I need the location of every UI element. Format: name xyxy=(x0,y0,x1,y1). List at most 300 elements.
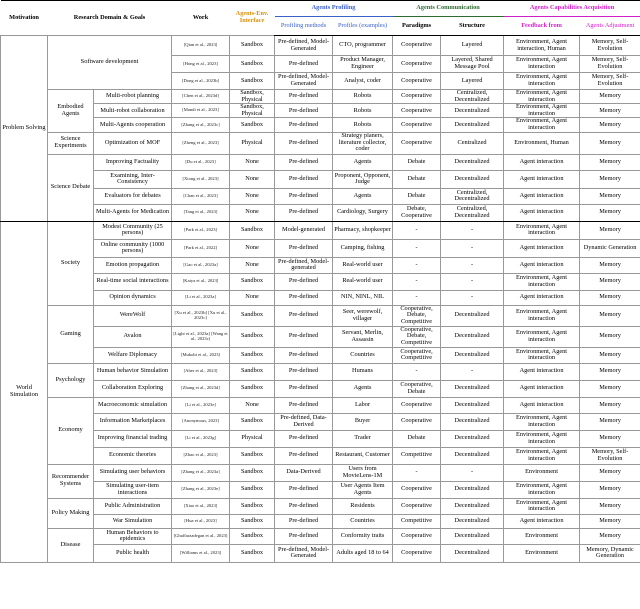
feedback-cell: Agent interaction xyxy=(504,397,580,413)
profiling-methods-cell: Pre-defined, Model-Generated xyxy=(275,36,333,56)
header-profiling: Agents Profiling xyxy=(275,1,393,17)
structure-cell: - xyxy=(441,290,504,305)
goal-cell: Improving Factuality xyxy=(94,154,172,170)
paradigm-cell: Cooperative xyxy=(393,118,441,132)
goal-cell: Improving financial trading xyxy=(94,430,172,447)
feedback-cell: Environment, Human xyxy=(504,132,580,154)
feedback-cell: Agent interaction xyxy=(504,380,580,397)
profiles-cell: Humans xyxy=(333,363,393,380)
interface-cell: Sandbox xyxy=(230,413,275,430)
paradigm-cell: - xyxy=(393,464,441,481)
structure-cell: Centralized, Decentralized xyxy=(441,188,504,204)
goal-cell: Modest Community (25 persons) xyxy=(94,221,172,239)
work-cell: [Dong et al., 2023b] xyxy=(172,73,230,90)
goal-cell: Public health xyxy=(94,544,172,562)
interface-cell: Sandbox, Physical xyxy=(230,104,275,118)
profiling-methods-cell: Pre-defined xyxy=(275,347,333,363)
interface-cell: Sandbox xyxy=(230,363,275,380)
header-profiles: Profiles (examples) xyxy=(333,17,393,36)
structure-cell: Centralized, Decentralized xyxy=(441,90,504,104)
profiles-cell: Conformity traits xyxy=(333,528,393,544)
feedback-cell: Environment, Agent interaction xyxy=(504,56,580,73)
profiling-methods-cell: Data-Derived xyxy=(275,464,333,481)
paradigm-cell: Cooperative xyxy=(393,132,441,154)
paradigm-cell: Cooperative, Debate, Competitive xyxy=(393,326,441,347)
profiles-cell: Restaurant, Customer xyxy=(333,447,393,464)
profiles-cell: Real-world user xyxy=(333,273,393,290)
paradigm-cell: - xyxy=(393,257,441,273)
profiles-cell: User Agents Item Agents xyxy=(333,481,393,498)
table-row xyxy=(1,447,640,464)
interface-cell: Sandbox xyxy=(230,273,275,290)
profiling-methods-cell: Pre-defined xyxy=(275,56,333,73)
header-interface: Agents-Env. Interface xyxy=(230,1,275,36)
table-row xyxy=(1,380,640,397)
header-profiling-methods: Profiling methods xyxy=(275,17,333,36)
structure-cell: Decentralized xyxy=(441,447,504,464)
header-motivation: Motivation xyxy=(1,1,48,36)
feedback-cell: Environment, Agent interaction xyxy=(504,498,580,514)
adjustment-cell: Memory xyxy=(580,481,640,498)
goal-cell: Multi-Agents for Medication xyxy=(94,204,172,221)
profiling-methods-cell: Pre-defined xyxy=(275,239,333,257)
goal-cell: Online community (1000 persons) xyxy=(94,239,172,257)
interface-cell: Sandbox xyxy=(230,36,275,56)
table-row xyxy=(1,326,640,347)
work-cell: [Zheng et al., 2023] xyxy=(172,132,230,154)
profiles-cell: Users from MovieLens-1M xyxy=(333,464,393,481)
adjustment-cell: Memory xyxy=(580,528,640,544)
goal-cell: Collaboration Exploring xyxy=(94,380,172,397)
profiles-cell: Pharmacy, shopkeeper xyxy=(333,221,393,239)
profiling-methods-cell: Pre-defined xyxy=(275,430,333,447)
goal-cell: Macroeconomic simulation xyxy=(94,397,172,413)
profiles-cell: Strategy planers, literature collector, coder xyxy=(333,132,393,154)
paradigm-cell: Cooperative xyxy=(393,528,441,544)
feedback-cell: Environment, Agent interaction xyxy=(504,347,580,363)
paradigm-cell: Debate xyxy=(393,170,441,188)
structure-cell: Decentralized xyxy=(441,544,504,562)
domain-cell: Policy Making xyxy=(48,498,94,528)
work-cell: [Park et al., 2023] xyxy=(172,221,230,239)
profiling-methods-cell: Pre-defined xyxy=(275,170,333,188)
table-row xyxy=(1,90,640,104)
table-row xyxy=(1,498,640,514)
work-cell: [Du et al., 2023] xyxy=(172,154,230,170)
profiling-methods-cell: Pre-defined, Model-Generated xyxy=(275,544,333,562)
paradigm-cell: - xyxy=(393,221,441,239)
adjustment-cell: Memory, Self-Evolution xyxy=(580,73,640,90)
interface-cell: Sandbox, Physical xyxy=(230,90,275,104)
profiles-cell: Cardiology, Surgery xyxy=(333,204,393,221)
interface-cell: Physical xyxy=(230,132,275,154)
adjustment-cell: Memory xyxy=(580,204,640,221)
table-row xyxy=(1,481,640,498)
work-cell: [Li et al., 2023g] xyxy=(172,430,230,447)
feedback-cell: Environment, Agent interaction xyxy=(504,73,580,90)
adjustment-cell: Memory xyxy=(580,363,640,380)
feedback-cell: Environment, Agent interaction xyxy=(504,104,580,118)
profiles-cell: Seer, werewolf, villager xyxy=(333,305,393,326)
structure-cell: Centralized xyxy=(441,132,504,154)
structure-cell: Decentralized xyxy=(441,305,504,326)
structure-cell: - xyxy=(441,257,504,273)
paradigm-cell: Debate xyxy=(393,154,441,170)
goal-cell: WereWolf xyxy=(94,305,172,326)
goal-cell: Optimization of MOF xyxy=(94,132,172,154)
work-cell: [Chan et al., 2023] xyxy=(172,188,230,204)
profiling-methods-cell: Pre-defined xyxy=(275,132,333,154)
goal-cell: Avalon xyxy=(94,326,172,347)
interface-cell: None xyxy=(230,154,275,170)
profiling-methods-cell: Pre-defined xyxy=(275,363,333,380)
feedback-cell: Environment, Agent interaction xyxy=(504,118,580,132)
adjustment-cell: Memory xyxy=(580,221,640,239)
paradigm-cell: Debate xyxy=(393,430,441,447)
work-cell: [Zhang et al., 2023c] xyxy=(172,118,230,132)
interface-cell: Physical xyxy=(230,430,275,447)
structure-cell: - xyxy=(441,273,504,290)
work-cell: [Li et al., 2023e] xyxy=(172,397,230,413)
domain-cell: Society xyxy=(48,221,94,305)
domain-cell: Embodied Agents xyxy=(48,90,94,133)
table-row xyxy=(1,464,640,481)
paradigm-cell: Debate, Cooperative xyxy=(393,204,441,221)
adjustment-cell: Memory xyxy=(580,273,640,290)
adjustment-cell: Memory xyxy=(580,188,640,204)
structure-cell: - xyxy=(441,464,504,481)
table-row xyxy=(1,36,640,56)
table-row xyxy=(1,118,640,132)
work-cell: [Mukobi et al., 2023] xyxy=(172,347,230,363)
structure-cell: Centralized, Decentralized xyxy=(441,204,504,221)
domain-cell: Disease xyxy=(48,528,94,562)
structure-cell: - xyxy=(441,239,504,257)
adjustment-cell: Memory xyxy=(580,257,640,273)
structure-cell: Decentralized xyxy=(441,481,504,498)
profiling-methods-cell: Pre-defined xyxy=(275,447,333,464)
profiles-cell: Countries xyxy=(333,514,393,528)
paradigm-cell: Cooperative xyxy=(393,73,441,90)
feedback-cell: Environment, Agent interaction xyxy=(504,413,580,430)
feedback-cell: Environment, Agent interaction xyxy=(504,221,580,239)
table-row xyxy=(1,430,640,447)
goal-cell: Simulating user behaviors xyxy=(94,464,172,481)
interface-cell: Sandbox xyxy=(230,221,275,239)
adjustment-cell: Memory xyxy=(580,104,640,118)
goal-cell: Emotion propagation xyxy=(94,257,172,273)
table-row xyxy=(1,104,640,118)
adjustment-cell: Memory xyxy=(580,90,640,104)
profiling-methods-cell: Pre-defined xyxy=(275,514,333,528)
work-cell: [Tang et al., 2023] xyxy=(172,204,230,221)
profiling-methods-cell: Pre-defined xyxy=(275,380,333,397)
adjustment-cell: Memory xyxy=(580,514,640,528)
structure-cell: Decentralized xyxy=(441,154,504,170)
adjustment-cell: Memory xyxy=(580,170,640,188)
feedback-cell: Environment, Agent interaction xyxy=(504,273,580,290)
profiles-cell: Labor xyxy=(333,397,393,413)
work-cell: [Park et al., 2022] xyxy=(172,239,230,257)
work-cell: [Williams et al., 2023] xyxy=(172,544,230,562)
table-row xyxy=(1,154,640,170)
interface-cell: None xyxy=(230,397,275,413)
work-cell: [Zhang et al., 2023d] xyxy=(172,380,230,397)
adjustment-cell: Memory xyxy=(580,397,640,413)
feedback-cell: Environment, Agent interaction, Human xyxy=(504,36,580,56)
work-cell: [Ghaffarzadegan et al., 2023] xyxy=(172,528,230,544)
interface-cell: None xyxy=(230,239,275,257)
feedback-cell: Environment, Agent interaction xyxy=(504,447,580,464)
profiles-cell: Real-world user xyxy=(333,257,393,273)
domain-cell: Economy xyxy=(48,397,94,464)
adjustment-cell: Memory xyxy=(580,430,640,447)
table-row xyxy=(1,239,640,257)
paradigm-cell: - xyxy=(393,273,441,290)
adjustment-cell: Memory, Self-Evolution xyxy=(580,36,640,56)
table-row xyxy=(1,221,640,239)
header-feedback: Feedback from xyxy=(504,17,580,36)
interface-cell: Sandbox xyxy=(230,544,275,562)
profiles-cell: Agents xyxy=(333,188,393,204)
profiling-methods-cell: Pre-defined xyxy=(275,204,333,221)
table-row xyxy=(1,204,640,221)
adjustment-cell: Memory xyxy=(580,464,640,481)
interface-cell: Sandbox xyxy=(230,347,275,363)
domain-cell: Recommender Systems xyxy=(48,464,94,498)
feedback-cell: Agent interaction xyxy=(504,239,580,257)
adjustment-cell: Memory, Self-Evolution xyxy=(580,56,640,73)
header-capabilities: Agents Capabilities Acquisition xyxy=(504,1,640,17)
paradigm-cell: Cooperative xyxy=(393,90,441,104)
structure-cell: Decentralized xyxy=(441,397,504,413)
interface-cell: Sandbox xyxy=(230,56,275,73)
work-cell: [Anonymous, 2023] xyxy=(172,413,230,430)
profiling-methods-cell: Pre-defined xyxy=(275,273,333,290)
goal-cell: Public Administration xyxy=(94,498,172,514)
work-cell: [Zhang et al., 2023a] xyxy=(172,464,230,481)
paradigm-cell: Cooperative xyxy=(393,498,441,514)
profiling-methods-cell: Pre-defined xyxy=(275,305,333,326)
profiles-cell: Robots xyxy=(333,118,393,132)
adjustment-cell: Memory, Self-Evolution xyxy=(580,447,640,464)
motivation-cell: World Simulation xyxy=(1,221,48,562)
profiles-cell: Product Manager, Engineer xyxy=(333,56,393,73)
profiles-cell: Countries xyxy=(333,347,393,363)
table-row xyxy=(1,413,640,430)
work-cell: [Zhao et al., 2023] xyxy=(172,447,230,464)
paradigm-cell: Cooperative, Competitive xyxy=(393,347,441,363)
feedback-cell: Environment, Agent interaction xyxy=(504,326,580,347)
feedback-cell: Agent interaction xyxy=(504,257,580,273)
adjustment-cell: Memory xyxy=(580,413,640,430)
header-work: Work xyxy=(172,1,230,36)
adjustment-cell: Memory xyxy=(580,132,640,154)
table-row xyxy=(1,528,640,544)
interface-cell: Sandbox xyxy=(230,481,275,498)
profiles-cell: Buyer xyxy=(333,413,393,430)
table-row xyxy=(1,273,640,290)
profiles-cell: Adults aged 18 to 64 xyxy=(333,544,393,562)
adjustment-cell: Memory xyxy=(580,118,640,132)
header-research-domain: Research Domain & Goals xyxy=(48,1,172,36)
feedback-cell: Environment, Agent interaction xyxy=(504,430,580,447)
profiling-methods-cell: Pre-defined xyxy=(275,528,333,544)
goal-cell: Information Marketplaces xyxy=(94,413,172,430)
work-cell: [Xu et al., 2023b] [Xu et al., 2023c] xyxy=(172,305,230,326)
motivation-cell: Problem Solving xyxy=(1,36,48,222)
interface-cell: Sandbox xyxy=(230,528,275,544)
structure-cell: Decentralized xyxy=(441,430,504,447)
table-row xyxy=(1,544,640,562)
profiling-methods-cell: Model-generated xyxy=(275,221,333,239)
feedback-cell: Agent interaction xyxy=(504,290,580,305)
adjustment-cell: Memory xyxy=(580,305,640,326)
profiling-methods-cell: Pre-defined xyxy=(275,154,333,170)
interface-cell: Sandbox xyxy=(230,73,275,90)
paradigm-cell: Debate xyxy=(393,188,441,204)
table-row xyxy=(1,170,640,188)
header-communication: Agents Communication xyxy=(393,1,504,17)
header-structure: Structure xyxy=(441,17,504,36)
adjustment-cell: Memory, Dynamic Generation xyxy=(580,544,640,562)
paradigm-cell: Cooperative, Debate xyxy=(393,380,441,397)
work-cell: [Hua et al., 2023] xyxy=(172,514,230,528)
work-cell: [Zhang et al., 2023e] xyxy=(172,481,230,498)
table-row xyxy=(1,305,640,326)
structure-cell: Decentralized xyxy=(441,118,504,132)
paradigm-cell: Competitive xyxy=(393,447,441,464)
profiling-methods-cell: Pre-defined xyxy=(275,397,333,413)
feedback-cell: Agent interaction xyxy=(504,188,580,204)
profiles-cell: Servant, Merlin, Assassin xyxy=(333,326,393,347)
feedback-cell: Environment xyxy=(504,544,580,562)
paradigm-cell: Cooperative xyxy=(393,413,441,430)
goal-cell: Examining, Inter-Consistency xyxy=(94,170,172,188)
interface-cell: None xyxy=(230,188,275,204)
profiling-methods-cell: Pre-defined xyxy=(275,290,333,305)
paradigm-cell: - xyxy=(393,363,441,380)
feedback-cell: Agent interaction xyxy=(504,363,580,380)
interface-cell: Sandbox xyxy=(230,305,275,326)
interface-cell: Sandbox xyxy=(230,447,275,464)
structure-cell: Decentralized xyxy=(441,514,504,528)
work-cell: [Li et al., 2023a] xyxy=(172,290,230,305)
table-row xyxy=(1,188,640,204)
paradigm-cell: Competitive xyxy=(393,514,441,528)
profiles-cell: Camping, fishing xyxy=(333,239,393,257)
profiles-cell: Robots xyxy=(333,90,393,104)
header-paradigms: Paradigms xyxy=(393,17,441,36)
goal-cell: Multi-robot planning xyxy=(94,90,172,104)
profiles-cell: Robots xyxy=(333,104,393,118)
table-row xyxy=(1,257,640,273)
domain-cell: Gaming xyxy=(48,305,94,363)
feedback-cell: Environment, Agent interaction xyxy=(504,90,580,104)
profiling-methods-cell: Pre-defined xyxy=(275,90,333,104)
table-row xyxy=(1,363,640,380)
structure-cell: Layered, Shared Message Pool xyxy=(441,56,504,73)
profiles-cell: Agents xyxy=(333,380,393,397)
feedback-cell: Agent interaction xyxy=(504,204,580,221)
feedback-cell: Agent interaction xyxy=(504,514,580,528)
work-cell: [Gao et al., 2023a] xyxy=(172,257,230,273)
adjustment-cell: Memory xyxy=(580,498,640,514)
feedback-cell: Agent interaction xyxy=(504,154,580,170)
structure-cell: Decentralized xyxy=(441,498,504,514)
profiles-cell: CTO, programmer xyxy=(333,36,393,56)
goal-cell: Human Behaviors to epidemics xyxy=(94,528,172,544)
goal-cell: Welfare Diplomacy xyxy=(94,347,172,363)
feedback-cell: Environment, Agent interaction xyxy=(504,481,580,498)
paradigm-cell: Cooperative xyxy=(393,104,441,118)
work-cell: [Kaiya et al., 2023] xyxy=(172,273,230,290)
interface-cell: None xyxy=(230,257,275,273)
adjustment-cell: Memory xyxy=(580,347,640,363)
feedback-cell: Environment xyxy=(504,528,580,544)
profiles-cell: Analyst, coder xyxy=(333,73,393,90)
table-row xyxy=(1,514,640,528)
goal-cell: Human behavior Simulation xyxy=(94,363,172,380)
interface-cell: None xyxy=(230,290,275,305)
profiles-cell: Trader xyxy=(333,430,393,447)
domain-cell: Software development xyxy=(48,36,172,90)
goal-cell: Opinion dynamics xyxy=(94,290,172,305)
table-row xyxy=(1,397,640,413)
structure-cell: Decentralized xyxy=(441,104,504,118)
adjustment-cell: Dynamic Generation xyxy=(580,239,640,257)
paradigm-cell: Cooperative xyxy=(393,56,441,73)
adjustment-cell: Memory xyxy=(580,154,640,170)
profiling-methods-cell: Pre-defined, Model-Generated xyxy=(275,73,333,90)
work-cell: [Aher et al., 2023] xyxy=(172,363,230,380)
work-cell: [Hong et al., 2023] xyxy=(172,56,230,73)
interface-cell: Sandbox xyxy=(230,118,275,132)
work-cell: [Mandi et al., 2023] xyxy=(172,104,230,118)
profiling-methods-cell: Pre-defined xyxy=(275,118,333,132)
paradigm-cell: Cooperative xyxy=(393,481,441,498)
interface-cell: None xyxy=(230,204,275,221)
work-cell: [Xiong et al., 2023] xyxy=(172,170,230,188)
table-row xyxy=(1,347,640,363)
work-cell: [Light et al., 2023a] [Wang et al., 2023c] xyxy=(172,326,230,347)
profiles-cell: NIN, NINL, NIL xyxy=(333,290,393,305)
goal-cell: Real-time social interactions xyxy=(94,273,172,290)
profiling-methods-cell: Pre-defined xyxy=(275,188,333,204)
profiling-methods-cell: Pre-defined xyxy=(275,498,333,514)
work-cell: [Xiao et al., 2023] xyxy=(172,498,230,514)
interface-cell: Sandbox xyxy=(230,498,275,514)
profiling-methods-cell: Pre-defined, Data-Derived xyxy=(275,413,333,430)
domain-cell: Science Debate xyxy=(48,154,94,221)
paradigm-cell: Cooperative xyxy=(393,397,441,413)
profiling-methods-cell: Pre-defined xyxy=(275,104,333,118)
goal-cell: War Simulation xyxy=(94,514,172,528)
profiling-methods-cell: Pre-defined xyxy=(275,326,333,347)
profiles-cell: Residents xyxy=(333,498,393,514)
goal-cell: Economic theories xyxy=(94,447,172,464)
profiles-cell: Proponent, Opponent, Judge xyxy=(333,170,393,188)
interface-cell: None xyxy=(230,170,275,188)
structure-cell: Decentralized xyxy=(441,380,504,397)
work-cell: [Qian et al., 2023] xyxy=(172,36,230,56)
goal-cell: Simulating user-item interactions xyxy=(94,481,172,498)
profiling-methods-cell: Pre-defined, Model-generated xyxy=(275,257,333,273)
structure-cell: Decentralized xyxy=(441,413,504,430)
domain-cell: Science Experiments xyxy=(48,132,94,154)
structure-cell: Decentralized xyxy=(441,170,504,188)
interface-cell: Sandbox xyxy=(230,514,275,528)
